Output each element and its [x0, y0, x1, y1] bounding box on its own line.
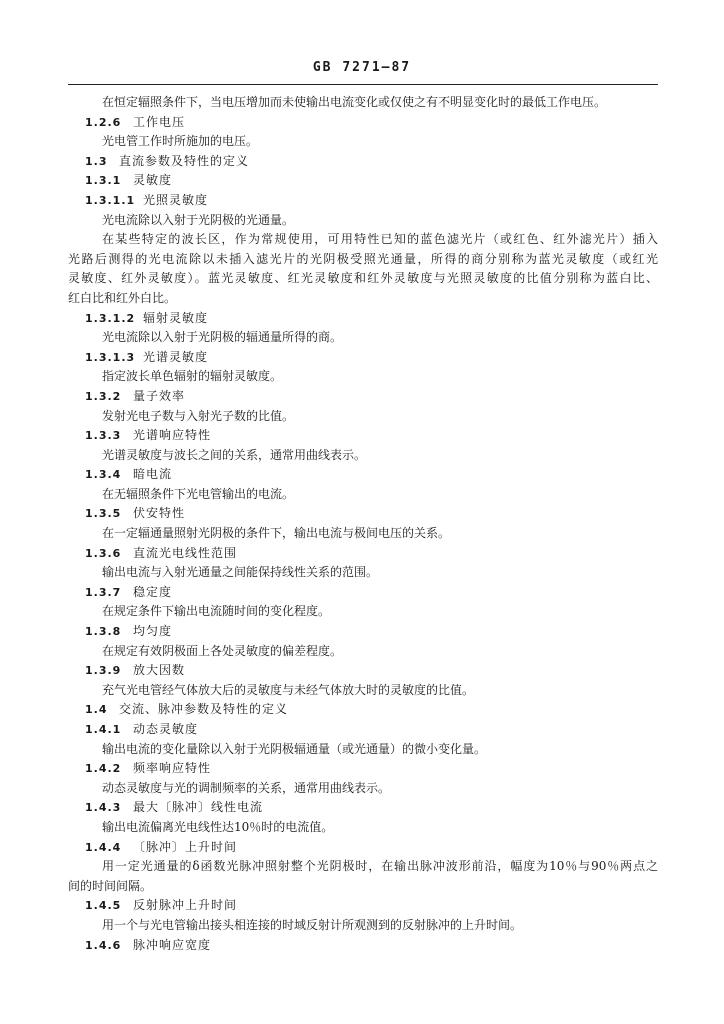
section-title: 最大〔脉冲〕线性电流: [133, 800, 264, 815]
text-line-content: 输出电流的变化量除以入射于光阴极辐通量（或光通量）的微小变化量。: [102, 741, 487, 756]
section-heading: [0, 936, 724, 956]
section-number: 1.3.2: [85, 389, 122, 403]
section-title: 直流光电线性范围: [133, 545, 238, 560]
text-line-content: 动态灵敏度与光的调制频率的关系，通常用曲线表示。: [102, 780, 391, 795]
section-heading: [0, 544, 724, 564]
section-number: 1.3.1: [85, 174, 122, 188]
section-heading: [0, 113, 724, 133]
text-line: [0, 642, 724, 662]
text-line-content: 光电管工作时所施加的电压。: [102, 134, 259, 149]
text-line-content: 输出电流与入射光通量之间能保持线性关系的范围。: [102, 565, 379, 580]
page-header-standard-number: GB 7271—87: [312, 60, 412, 75]
text-line-content: 光谱灵敏度与波长之间的关系，通常用曲线表示。: [102, 447, 367, 462]
text-line-content: 红白比和红外白比。: [68, 290, 177, 305]
section-title: 交流、脉冲参数及特性的定义: [119, 702, 289, 717]
section-heading: [0, 759, 724, 779]
section-heading: [0, 583, 724, 603]
section-title: 光谱响应特性: [133, 428, 212, 443]
text-line: [0, 563, 724, 583]
text-line-content: 在规定条件下输出电流随时间的变化程度。: [102, 604, 331, 619]
section-number: 1.2.6: [85, 115, 122, 129]
text-line-content: 间的时间间隔。: [68, 878, 153, 893]
text-line-content: 输出电流偏离光电线性达10％时的电流值。: [102, 819, 334, 834]
text-line-content: 光电流除以入射于光阴极的光通量。: [102, 212, 295, 227]
text-line: [0, 367, 724, 387]
section-number: 1.3.1.1: [85, 193, 136, 207]
section-number: 1.3.7: [85, 585, 122, 599]
section-number: 1.3.4: [85, 468, 122, 482]
text-line: [0, 877, 724, 897]
section-number: 1.3: [85, 154, 108, 168]
section-number: 1.3.5: [85, 507, 122, 521]
text-line-content: 在某些特定的波长区，作为常规使用，可用特性已知的蓝色滤光片（或红色、红外滤光片）插入: [102, 232, 658, 247]
text-line: [0, 779, 724, 799]
text-line-content: 用一个与光电管输出接头相连接的时域反射计所观测到的反射脉冲的上升时间。: [102, 917, 523, 932]
text-line: [0, 93, 724, 113]
section-number: 1.4.6: [85, 938, 122, 952]
section-title: 稳定度: [133, 584, 173, 599]
section-number: 1.3.3: [85, 429, 122, 443]
text-line: [0, 230, 724, 250]
text-line: [0, 602, 724, 622]
section-number: 1.4.4: [85, 840, 122, 854]
section-heading: [0, 309, 724, 329]
section-heading: [0, 720, 724, 740]
section-number: 1.4.1: [85, 723, 122, 736]
text-line: [0, 132, 724, 152]
section-title: 脉冲响应宽度: [133, 937, 212, 952]
text-line-content: 在规定有效阴极面上各处灵敏度的偏差程度。: [102, 643, 343, 658]
text-line-content: 在无辐照条件下光电管输出的电流。: [102, 486, 295, 501]
text-line: [0, 740, 724, 760]
section-title: 频率响应特性: [133, 761, 212, 776]
section-heading: [0, 896, 724, 916]
section-number: 1.3.1.2: [85, 311, 136, 325]
text-line-content: 指定波长单色辐射的辐射灵敏度。: [102, 369, 283, 384]
text-line: [0, 916, 724, 936]
text-line-content: 发射光电子数与入射光子数的比值。: [102, 408, 295, 423]
text-line-content: 灵敏度、红外灵敏度）。蓝光灵敏度、红光灵敏度和红外灵敏度与光照灵敏度的比值分别称为蓝白比、: [68, 271, 658, 286]
document-body: [0, 93, 724, 955]
text-line: [0, 328, 724, 348]
section-title: 辐射灵敏度: [143, 310, 209, 325]
section-heading: [0, 387, 724, 407]
section-title: 量子效率: [133, 388, 186, 403]
text-line: [0, 681, 724, 701]
section-title: 直流参数及特性的定义: [119, 153, 250, 168]
section-heading: [0, 191, 724, 211]
section-title: 动态灵敏度: [133, 722, 199, 736]
section-number: 1.3.9: [85, 664, 122, 678]
section-title: 光照灵敏度: [143, 192, 209, 207]
text-line: [0, 818, 724, 838]
section-title: 灵敏度: [133, 173, 173, 188]
section-title: 均匀度: [133, 624, 173, 639]
header-rule: [68, 84, 658, 85]
section-number: 1.4.5: [85, 899, 122, 913]
section-number: 1.3.6: [85, 546, 122, 560]
section-title: 反射脉冲上升时间: [133, 898, 238, 913]
section-heading: [0, 661, 724, 681]
section-heading: [0, 798, 724, 818]
section-title: 暗电流: [133, 467, 173, 482]
text-line: [0, 446, 724, 466]
section-title: 〔脉冲〕上升时间: [133, 839, 238, 854]
section-heading: [0, 465, 724, 485]
section-heading: [0, 348, 724, 368]
section-heading: [0, 838, 724, 858]
text-line: [0, 250, 724, 270]
text-line-content: 在恒定辐照条件下，当电压增加而未使输出电流变化或仅使之有不明显变化时的最低工作电压。: [102, 95, 607, 109]
text-line-content: 光路后测得的光电流除以未插入滤光片的光阴极受照光通量，所得的商分别称为蓝光灵敏度（或红光: [68, 251, 658, 266]
text-line: [0, 857, 724, 877]
text-line: [0, 289, 724, 309]
section-title: 光谱灵敏度: [143, 349, 209, 364]
section-heading: [0, 700, 724, 720]
section-number: 1.3.1.3: [85, 350, 136, 364]
section-title: 伏安特性: [133, 506, 186, 521]
section-number: 1.4.3: [85, 801, 122, 815]
section-title: 放大因数: [133, 663, 186, 678]
text-line: [0, 524, 724, 544]
section-number: 1.4.2: [85, 762, 122, 776]
section-heading: [0, 622, 724, 642]
text-line: [0, 485, 724, 505]
section-number: 1.4: [85, 703, 108, 717]
text-line-content: 光电流除以入射于光阴极的辐通量所得的商。: [102, 330, 343, 345]
text-line-content: 用一定光通量的δ函数光脉冲照射整个光阴极时，在输出脉冲波形前沿，幅度为10％与90％两点之: [102, 859, 658, 874]
text-line: [0, 269, 724, 289]
section-title: 工作电压: [133, 114, 186, 129]
text-line: [0, 407, 724, 427]
text-line-content: 充气光电管经气体放大后的灵敏度与未经气体放大时的灵敏度的比值。: [102, 682, 475, 697]
text-line: [0, 211, 724, 231]
section-heading: [0, 504, 724, 524]
text-line-content: 在一定辐通量照射光阴极的条件下，输出电流与极间电压的关系。: [102, 526, 451, 541]
section-heading: [0, 152, 724, 172]
section-heading: [0, 426, 724, 446]
section-heading: [0, 171, 724, 191]
section-number: 1.3.8: [85, 625, 122, 639]
